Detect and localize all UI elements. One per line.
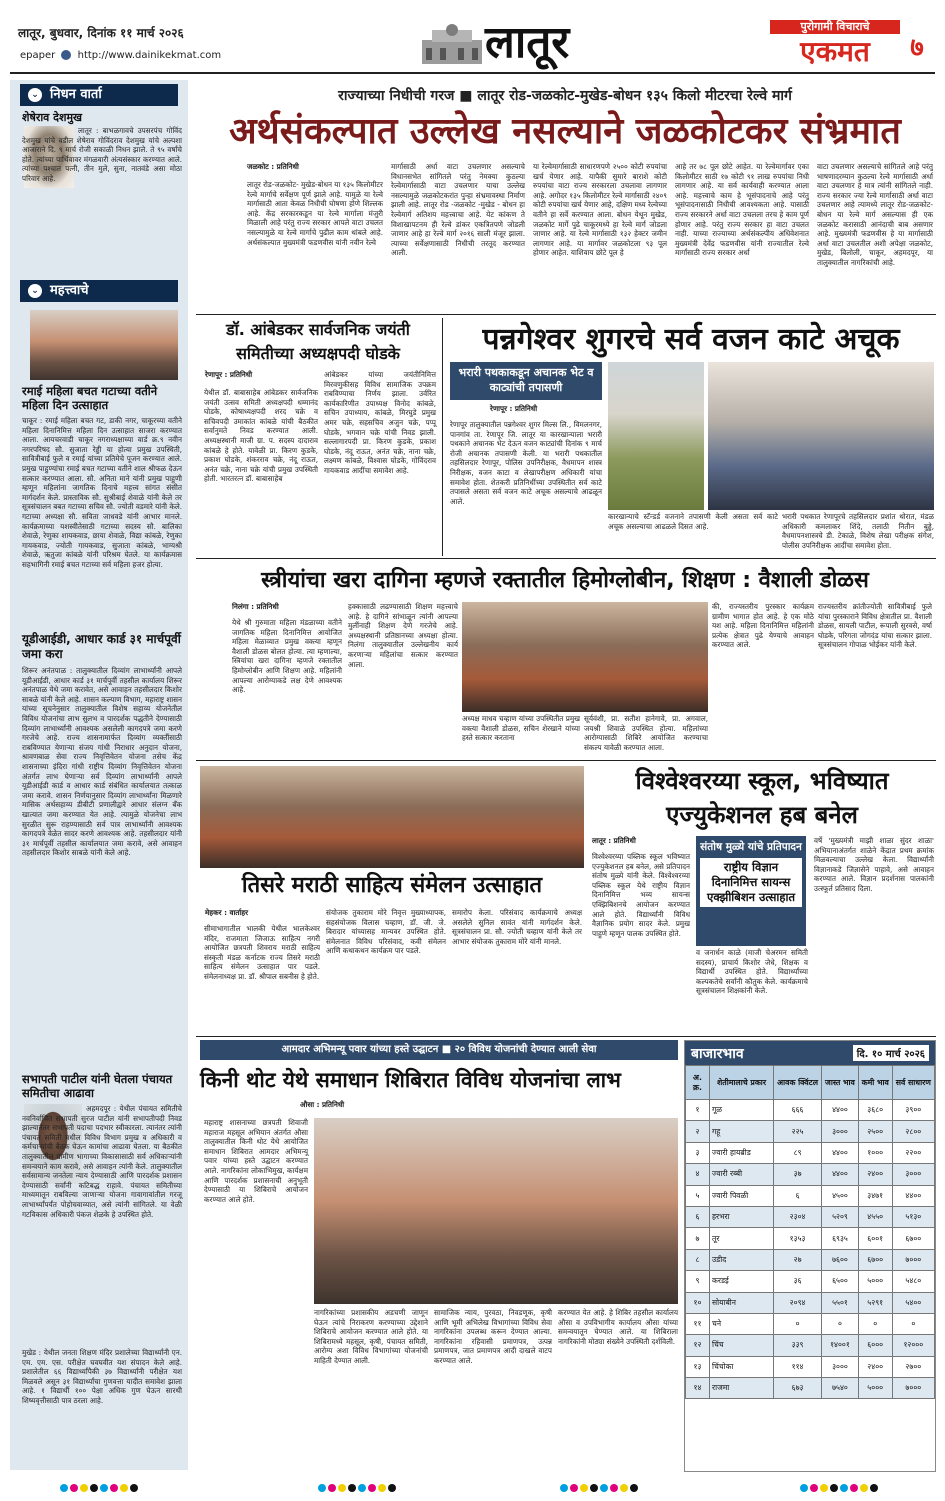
registration-dot [810, 1484, 818, 1492]
table-cell: चिंच [710, 1335, 774, 1356]
table-cell: ४ [686, 1164, 710, 1185]
table-cell: ६ [686, 1206, 710, 1227]
table-cell: ४४०० [892, 1185, 934, 1206]
vishweshwarayya-col1: विश्वेश्वरय्या पब्लिक स्कूल भविष्यात एज्युकेशनल हब बनेल, असे प्रतिपादन संतोष मुळ्ये यांनी केले. विश्वेश्वरय्या पब्लिक स्कूल येथे राष्ट्रीय विज्ञान दिनानिमित्त भव्य सायन्स एक्झिबिशनचे आयोजन करण्यात आले होते. विद्यार्थ्यांनी विविध वैज्ञानिक प्रयोग सादर केले. प्रमुख पाहुणे म्हणून पालक उपस्थित होते. [592, 852, 693, 938]
headline1-col1: लातूर रोड-जळकोट- मुखेड-बोधन या १३५ किलोमीटर रेल्वे मार्गाचे सर्वेक्षण पूर्ण झाले आहे. यामुळे या रेल्वे मार्गासाठी आता केवळ निधीची घोषणा होणे शिल्लक आहे. केंद्र सरकारकडून या रेल्वे मार्गाला मंजुरी मिळाली आहे परंतु राज्य सरकार आपले वाटा उचलत नसल्यामुळे या रेल्वे मार्गाचे पुढील काम थांबले आहे. अर्थसंकल्पात मुख्यमंत्री फडणवीस यांनी नवीन रेल्वे [247, 180, 386, 247]
table-cell: १४००१ [822, 1335, 859, 1356]
table-cell: ७००० [892, 1249, 934, 1270]
sugar-photo-1 [608, 362, 704, 510]
table-cell: ४४०० [822, 1100, 859, 1121]
table-cell: २४०० [858, 1356, 892, 1377]
table-cell: ६७०० [858, 1249, 892, 1270]
table-row [686, 1356, 935, 1377]
table-cell: १३ [686, 1356, 710, 1377]
table-row [686, 1271, 935, 1292]
table-cell: १००० [858, 1142, 892, 1163]
registration-dot [830, 1484, 838, 1492]
landmark-illustration-svg [418, 22, 486, 66]
table-cell: हरभरा [710, 1206, 774, 1227]
globe-icon [61, 50, 71, 60]
table-cell: ९ [686, 1271, 710, 1292]
table-cell: २२५ [774, 1121, 822, 1142]
print-registration-dots-right [560, 1484, 638, 1494]
table-cell: १३५३ [774, 1228, 822, 1249]
table-cell: ० [858, 1313, 892, 1334]
obituary-text: लातूर : बाभळगावचे उपसरपंच गोविंद देशमुख यांचे वडील शेषेराव गोविंदराव देशमुख यांचे अल्पशा आजाराने दि. ९ मार्च रोजी सकाळी निधन झाले. ते ९५ वर्षांचे होते. त्यांच्या पार्थिवावर मंगळवारी अंत्यसंस्कार करण्यात आले. त्यांच्या पश्चात पत्नी, तीन मुले, सुना, नातवंडे असा मोठा परिवार आहे. [22, 126, 185, 183]
table-cell: ३६८० [858, 1100, 892, 1121]
table-cell: १ [686, 1100, 710, 1121]
market-table-body [686, 1100, 935, 1399]
registration-dot [348, 1484, 356, 1492]
table-cell: ६७३ [774, 1378, 822, 1399]
table-header-cell: जास्त भाव [822, 1066, 859, 1100]
sugar-subbox-label: भरारी पथकाकडून अचानक भेट व काट्यांची तपासणी [458, 366, 594, 394]
table-cell: ६५०० [822, 1271, 859, 1292]
table-cell: ५ [686, 1185, 710, 1206]
table-row [686, 1313, 935, 1334]
registration-dot [388, 1484, 396, 1492]
table-cell: १४ [686, 1378, 710, 1399]
chevron-down-icon: ⌄ [28, 284, 42, 298]
hemoglobin-col5: राज्यस्तरीय क्रांतीज्योती सावित्रीबाई फुले यांचा पुरस्काराने विविध क्षेत्रातील प्रा. वैशाली डोळस, सायली पाटील, रूपाली सुरवसे, वर्षा घोडके, परिगता जोगदंड यांचा सत्कार झाला. सूत्रसंचालन गोपाळ भोईकर यांनी केले. [818, 602, 935, 650]
table-cell: ५४८० [892, 1271, 934, 1292]
registration-dot [870, 1484, 878, 1492]
table-row [686, 1185, 935, 1206]
table-row [686, 1378, 935, 1399]
registration-dot [318, 1484, 326, 1492]
registration-dot [800, 1484, 808, 1492]
hemoglobin-caption: अध्यक्ष माधव चव्हाण यांच्या उपस्थितीत प्रमुख वक्त्या वैशाली डोळस, सचिन शेरखाने यांच्या हस्ते सत्कार करताना [462, 714, 583, 743]
headline1-title: अर्थसंकल्पात उल्लेख नसल्याने जळकोटकर संभ्रमात [229, 111, 901, 152]
registration-dot [560, 1484, 568, 1492]
brand-tagline: पुरोगामी विचाराचे [770, 20, 900, 34]
hemoglobin-col3: सूर्यवंशी, प्रा. सतीश हानेगावे, प्रा. अगवाल, जयश्री शिवाळे उपस्थित होत्या. महिलांच्या आरोग्यासाठी शिबिरे आयोजित करण्याचा संकल्प यावेळी करण्यात आला. [584, 714, 711, 752]
vishweshwarayya-col2: व जनार्धन काळे (माजी चेअरमन समिती सदस्य), प्राचार्य किशोर जेधे, शिक्षक व विद्यार्थी उपस्थित होते. विद्यार्थ्यांच्या कल्पकतेचे सर्वांनी कौतुक केले. कार्यक्रमाचे सूत्रसंचालन शिक्षकांनी केले. [696, 948, 811, 996]
table-cell: ० [892, 1313, 934, 1334]
table-cell: ८९ [774, 1142, 822, 1163]
obituary-header [20, 84, 178, 106]
table-cell: २५०० [858, 1121, 892, 1142]
market-table-header-row [686, 1066, 935, 1100]
table-cell: ३७ [774, 1164, 822, 1185]
sugar-dateline: रेणापूर : प्रतिनिधी [490, 404, 538, 413]
table-cell: ३००० [892, 1164, 934, 1185]
table-row [686, 1206, 935, 1227]
table-cell: ५५०१ [822, 1292, 859, 1313]
registration-dot [570, 1484, 578, 1492]
story2-text: शिरूर अनंतपाळ : तालुक्यातील दिव्यांग लाभार्थ्यांनी आपले यूडीआईडी, आधार कार्ड ३१ मार्चपूर्वी तहसील कार्यालय शिरूर अनंतपाळ येथे जमा करावेत, असे आवाहन तहसीलदार किशोर साबळे यांनी केले आहे. शासन कल्याण विभाग, महाराष्ट्र शासन यांच्या सूचनेनुसार तालुक्यातील विशेष सहाय्य योजनेतील विविध योजनांचा लाभ सुलभ व पारदर्शक पद्धतीने देण्यासाठी दिव्यांग लाभार्थ्यांनी आवश्यक असलेली कागदपत्रे जमा करणे गरजेचे आहे. राज्य शासनामार्फत दिव्यांग व्यक्तींसाठी राबविण्यात येणाऱ्या संजय गांधी निराधार अनुदान योजना, श्रावणबाळ सेवा राज्य निवृत्तिवेतन योजना तसेच केंद्र शासनाच्या इंदिरा गांधी राष्ट्रीय दिव्यांग निवृत्तिवेतन योजना अंतर्गत लाभ घेणाऱ्या सर्व दिव्यांग लाभार्थ्यांनी आपले यूडीआईडी कार्ड व आधार कार्ड संबंधित कार्यालयात तत्काळ जमा करावे. शासन निर्णयानुसार दिव्यांग लाभार्थ्यांना मिळणारे मासिक अर्थसहाय्य डीबीटी प्रणालीद्वारे आधार संलग्न बँक खात्यात जमा करण्यात येत आहे. त्यामुळे योजनेचा लाभ सुरळीत सुरू राहण्यासाठी सर्व पात्र लाभार्थ्यांनी आवश्यक कागदपत्रे वेळेत सादर करणे आवश्यक आहे. तहसीलदार यांनी ३१ मार्चपूर्वी तहसील कार्यालयात जमा करावे, असे आवाहन तहसीलदार किशोर साबळे यांनी केले आहे. [22, 666, 185, 858]
kini-dateline: औसा : प्रतिनिधी [300, 1100, 345, 1109]
table-cell: ३ [686, 1142, 710, 1163]
divider [196, 558, 936, 559]
divider [442, 318, 443, 556]
table-row [686, 1164, 935, 1185]
page-number: ७ [910, 33, 924, 63]
table-cell: ५००० [858, 1271, 892, 1292]
vishweshwarayya-dateline: लातूर : प्रतिनिधी [592, 836, 636, 845]
brand-block [770, 20, 900, 72]
table-cell: ७००० [892, 1378, 934, 1399]
sahitya-title: तिसरे मराठी साहित्य संमेलन उत्साहात [241, 873, 543, 898]
table-cell: १० [686, 1292, 710, 1313]
sahitya-dateline: मेहकर : वार्ताहर [205, 908, 249, 917]
headline1-col4: आहे तर ७८ पूल छोटे आहेत. या रेल्वेमार्गावर एका किलोमीटर साठी १७ कोटी ९१ लाख रुपयांचा निधी लागणार आहे. या सर्व कार्यवाही करण्यात आला आहे. महत्त्वाचे काम हे भूसंपादनाचे आहे परंतु भूसंपादनासाठी निधीची आवश्यकता आहे. यासाठी राज्य सरकारने अर्धा वाटा उचलला तरच हे काम पूर्ण होणार आहे. परंतु राज्य सरकार हा वाटा उचलत नाही. याच्या राज्याच्या अर्थसंकल्पीय अधिवेशनात मुख्यमंत्री देवेंद्र फडणवीस यांनी राज्यातील रेल्वे मार्गांसाठी राज्य सरकार अर्धा [675, 162, 812, 258]
registration-dot [80, 1484, 88, 1492]
table-cell: २७ [774, 1249, 822, 1270]
story2-title: यूडीआईडी, आधार कार्ड ३१ मार्चपूर्वी जमा करा [22, 632, 181, 661]
divider [196, 760, 936, 761]
registration-dot [358, 1484, 366, 1492]
table-cell: ३३९ [774, 1335, 822, 1356]
registration-dot [860, 1484, 868, 1492]
vishweshwarayya-title-2: एज्युकेशनल हब बनेल [666, 801, 858, 829]
sugar-body: रेणापूर तालुक्यातील पन्नगेश्वर शुगर मिल्स लि., विमलनगर, पानगांव ता. रेणापूर जि. लातूर या कारखान्याला भरारी पथकाने अचानक भेट देऊन वजन काट्यांची दिनांक ९ मार्च रोजी अचानक तपासणी केली. या भरारी पथकातील तहसिलदार रेणापूर, पोलिस उपनिरीक्षक, वैधमापन शास्त्र निरीक्षक, वजन काटा व लेखापरीक्षण अधिकारी यांचा समावेश होता. शेतकरी प्रतिनिधींच्या उपस्थितीत सर्व काटे तपासले असता सर्व वजन काटे अचूक असल्याचे आढळून आले. [450, 420, 605, 506]
table-cell: ५००० [858, 1378, 892, 1399]
table-cell: चिंचोका [710, 1356, 774, 1377]
vishweshwarayya-box-line1: संतोष मुळ्ये यांचे प्रतिपादन [700, 841, 802, 853]
ambedkar-dateline: रेणापूर : प्रतिनिधी [205, 370, 253, 379]
registration-dot [328, 1484, 336, 1492]
table-cell: ३४७१ [858, 1185, 892, 1206]
registration-dot [90, 1484, 98, 1492]
registration-dot [600, 1484, 608, 1492]
table-cell: ७ [686, 1228, 710, 1249]
table-cell: ३००० [822, 1121, 859, 1142]
table-cell: ८ [686, 1249, 710, 1270]
sidebar [10, 80, 188, 1470]
registration-dot [338, 1484, 346, 1492]
table-cell: राजमा [710, 1378, 774, 1399]
registration-dot [820, 1484, 828, 1492]
market-date: दि. १० मार्च २०२६ [853, 1045, 929, 1061]
table-cell: १२००० [892, 1335, 934, 1356]
vishweshwarayya-box [696, 836, 806, 946]
table-cell: ७५४० [822, 1378, 859, 1399]
ambedkar-col2: आंबेडकर यांच्या जयंतीनिमित्त मिरवणुकीसह विविध सामाजिक उपक्रम राबविण्याचा निर्णय झाला. उर्वरित कार्यकारिणीत उपाध्यक्ष विनोद कांबळे, सचिन उपाध्याय, कांबळे, मिरघुडे प्रमुख अमर चक्रे, सहसचिव अजुन चक्रे, पप्पू घोडके, भगवान चक्रे यांची निवड झाली. सल्लागारपदी प्रा. किरण कुडके, प्रकाश घोडके, नंदू राऊत, अनंत चक्रे, नाना चक्रे, लक्ष्मण कांबळे, विश्वास घोडके, गोविंदराव गायकवाड आदींचा समावेश आहे. [324, 370, 439, 475]
sugar-caption-1: कारखान्याचे स्टॅन्डर्ड वजनाने तपासणी केली असता सर्व काटे अचूक असल्याचा आढळले दिसत आहे. [608, 512, 781, 531]
table-cell: ४४०० [822, 1142, 859, 1163]
table-cell: चने [710, 1313, 774, 1334]
table-cell: २२०० [892, 1142, 934, 1163]
sahitya-photo [200, 766, 584, 868]
table-cell: ६७०० [892, 1228, 934, 1249]
epaper-link[interactable]: http://www.dainikekmat.com [77, 50, 222, 61]
table-cell: ४५०० [822, 1185, 859, 1206]
divider [196, 1036, 936, 1037]
section-title: लातूर [485, 17, 570, 68]
sahitya-col1: सीमाभागातील भालकी येथील भालकेश्वर मंदिर, राजमाता जिजाऊ साहित्य नगरी आयोजित छत्रपती शिवराय मराठी साहित्य संस्कृती मंडळ कर्नाटक राज्य तिसरे मराठी साहित्य संमेलन उत्साहात पार पडले. संमेलनाध्यक्ष प्रा. डॉ. श्रीपाल सबनीस हे होते. [204, 924, 323, 981]
registration-dot [368, 1484, 376, 1492]
table-header-cell: कमी भाव [858, 1066, 892, 1100]
table-header-cell: शेतीमालाचे प्रकार [710, 1066, 774, 1100]
table-cell: गहू [710, 1121, 774, 1142]
story1-text: चाकूर : रमाई महिला बचत गट, डाकी नगर, चाकूरच्या वतीने महिला दिनानिमित्त महिला दिन उत्साहात साजरा करण्यात आला. आयचरवाडी चाकूर नगराध्यक्षाच्या वार्ड क्र.९ नवीन नगरपरिषद सौ. सुजाता रेड्डी या होत्या प्रमुख उपस्थिती, सावित्रीबाई फुले व रमाई यांच्या प्रतिमेचे पूजन करण्यात आले. प्रमुख पाहुण्यांचा रमाई बचत गटाच्या वतीने शाल श्रीफळ देऊन सत्कार करण्यात आला. सौ. अनिता माने यांनी प्रमुख पाहुणी म्हणून महिलांना जागतिक दिनाचे महत्त्व सांगत संसीत मार्गदर्शन केले. प्रास्ताविक सौ. सुश्रीबाई शेवाळे यांनी केले तर सूत्रसंचालन बबत गटाच्या सचिव सौ. ज्योती वडमारे यांनी केले. गटाच्या अध्यक्षा सौ. सविता जाधवडे यांनी आभार मानले. कार्यक्रमाच्या यशस्वीतेसाठी गटाच्या सदस्य सौ. बालिका शेवाळे, रेणुका शायकवाड, छाया शेवाळे, विद्या कांबळे, रेणुका गायकवाड, ज्योती गायकवाड, सुजाता कांबळे, भाग्यश्री शेवाळे, ऋतुजा कांबळे यांनी परिश्रम घेतले. या कार्यक्रमास सहभागिनी रमाई बचत गटाच्या सर्व महिला हजर होत्या. [22, 416, 185, 569]
hemoglobin-col1: येथे श्री गुरुमाता महिला मंडळाच्या वतीने जागतिक महिला दिनानिमित्त आयोजित महिला मेळाव्यात प्रमुख वक्त्या म्हणून वैशाली डोळस बोलत होत्या. त्या म्हणाल्या, स्त्रियांचा खरा दागिना म्हणजे रक्तातील हिमोग्लोबीन आणि शिक्षण आहे. महिलांनी आपल्या आरोग्याकडे लक्ष देणे आवश्यक आहे. [232, 618, 345, 695]
kini-col3: सामाजिक न्याय, पुरवठा, निवडणूक, कृषी आणि भूमी अभिलेख विभागांच्या विविध सेवा नागरिकांना उपलब्ध करून देण्यात आल्या. नागरिकांना रहिवासी प्रमाणपत्र, उत्पन्न प्रमाणपत्र, जात प्रमाणपत्र आदी दाखले वाटप करण्यात आले. [434, 1308, 555, 1365]
table-cell: उडीद [710, 1249, 774, 1270]
brand-name: एकमत [800, 35, 870, 68]
hemoglobin-title: स्त्रीयांचा खरा दागिना म्हणजे रक्तातील हिमोग्लोबीन, शिक्षण : वैशाली डोळस [261, 568, 869, 593]
table-header-cell: सर्व साधारण [892, 1066, 934, 1100]
table-cell: ३९०० [892, 1100, 934, 1121]
market-title: बाजारभाव [691, 1045, 744, 1062]
table-cell: तूर [710, 1228, 774, 1249]
market-table [685, 1065, 935, 1399]
table-cell: ५२९१ [858, 1292, 892, 1313]
table-cell: २८०० [892, 1121, 934, 1142]
registration-dot [70, 1484, 78, 1492]
story3-text: अहमदपूर : येथील पंचायत समितीचे नवनिर्वाचित सभापती सुरज पाटील यांनी सभापतीपदी निवड झाल्यानंतर सभापती पदाचा पदभार स्वीकारला. त्यानंतर त्यांनी पंचायत समिती मधील विविध विभाग प्रमुख व अधिकारी व कर्मचाऱ्यांची बैठक घेऊन कामांचा आढावा घेतला. या बैठकीत तालुक्यातील ग्रामीण भागाच्या विकासासाठी सर्व अधिकाऱ्यांनी समन्वयाने काम करावे, असे आवाहन त्यांनी केले. तालुक्यातील सर्वसामान्य जनतेला न्याय देण्यासाठी आणि पारदर्शक प्रशासन देण्यासाठी सर्वांनी कटिबद्ध राहावे. पंचायत समितीच्या माध्यमातून राबविल्या जाणाऱ्या योजना गावागावांतील गरजू लाभार्थ्यांपर्यंत पोहोचवाव्यात, असे त्यांनी सांगितले. या वेळी गटविकास अधिकारी पंकज शेळके हे उपस्थित होते. [22, 1104, 185, 1219]
table-cell: ६९३५ [822, 1228, 859, 1249]
market-header [685, 1041, 935, 1065]
table-cell: करडई [710, 1271, 774, 1292]
headline1-dateline: जळकोट : प्रतिनिधी [247, 162, 299, 171]
table-cell: ० [774, 1313, 822, 1334]
table-cell: ज्वारी हायब्रीड [710, 1142, 774, 1163]
table-cell: ११४ [774, 1356, 822, 1377]
table-cell: १२ [686, 1335, 710, 1356]
mukhed-text: मुखेड : येथील जनता शिक्षण मंदिर प्रशालेच्या विद्यार्थ्यांनी एन. एम. एम. एस. परीक्षेत घवघवीत यश संपादन केले आहे. प्रशालेतील ६६ विद्यार्थ्यांपैकी ३७ विद्यार्थ्यांनी परीक्षेत यश मिळवले असून ३१ विद्यार्थ्यांचा गुणवत्ता यादीत समावेश झाला आहे. १ विद्यार्थी १०० पेक्षा अधिक गुण घेऊन सारथी शिष्यवृत्तीसाठी पात्र ठरला आहे. [22, 1348, 185, 1405]
registration-dot [120, 1484, 128, 1492]
table-row [686, 1100, 935, 1121]
vishweshwarayya-col3: वर्षे 'मुख्यमंत्री माझी शाळा सुंदर शाळा' अभियानाअंतर्गत शाळेने केंद्रात प्रथम क्रमांक मिळवल्याचा उल्लेख केला. विद्यार्थ्यांनी विज्ञानाकडे जिज्ञासेने पाहावे, असे आवाहन करण्यात आले. विज्ञान प्रदर्शनास पालकांनी उत्स्फूर्त प्रतिसाद दिला. [814, 836, 937, 893]
table-cell: २०९४ [774, 1292, 822, 1313]
registration-dot [60, 1484, 68, 1492]
table-cell: ज्वारी पिवळी [710, 1185, 774, 1206]
table-cell: ११ [686, 1313, 710, 1334]
registration-dot [630, 1484, 638, 1492]
headline1-col3: या रेल्वेमार्गासाठी साधारणपणे २५०० कोटी रुपयांचा खर्च येणार आहे. यापैकी सुमारे बाराशे कोटी रुपयांचा वाटा राज्य सरकारला उचलावा लागणार आहे. अगोदर १३५ किलोमीटर रेल्वे मार्गासाठी २४०९ कोटी रुपयांचा खर्च येणार आहे, दक्षिण मध्य रेल्वेच्या वतीने हा सर्वे करण्यात आला. बोधन येथून मुखेड, जळकोट मार्गे पुढे चाकूरमध्ये हा रेल्वे मार्ग जोडला जाणार आहे. या रेल्वे मार्गासाठी १३२ हेक्टर जमीन लागणार आहे. या मार्गावर जळकोटला ९३ पूल होणार आहेत. याशिवाय छोटे पूल हे [533, 162, 670, 258]
epaper-label: epaper [20, 50, 56, 61]
vishweshwarayya-box-line2: राष्ट्रीय विज्ञान दिनानिमित्त सायन्स एक्झीबिशन उत्साहात [700, 858, 802, 907]
registration-dot [110, 1484, 118, 1492]
hemoglobin-photo [462, 602, 708, 712]
table-cell: ४५५० [858, 1206, 892, 1227]
epaper-line [20, 50, 300, 61]
registration-dot [580, 1484, 588, 1492]
table-cell: ६००१ [858, 1228, 892, 1249]
table-cell: ७६०० [822, 1249, 859, 1270]
dateline: लातूर, बुधवार, दिनांक ११ मार्च २०२६ [18, 26, 184, 40]
table-row [686, 1121, 935, 1142]
table-row [686, 1142, 935, 1163]
registration-dot [840, 1484, 848, 1492]
headline1-col2: मार्गासाठी अर्धा वाटा उचलणार असल्याचे विधानसभेत सांगितले परंतु नेमक्या कुठल्या रेल्वेमार्गासाठी वाटा उचलणार याचा उल्लेख नसल्यामुळे जळकोटकरांत पुन्हा संभ्रमावस्था निर्माण झाली आहे. लातूर रोड -जळकोट -मुखेड - बोधन हा रेल्वेमार्ग अतिशय महत्त्वाचा आहे. येट कांकण ते विशाखापटनम ही रेल्वे डांकर एकत्रितपणे जोडली जाणार आहे हा रेल्वे मार्ग २०१६ साली मंजूर झाला. त्याच्या सर्वेक्षणासाठी निधीची तरतूद करण्यात आली. [391, 162, 528, 258]
table-row [686, 1335, 935, 1356]
table-header-cell: अ. क्र. [686, 1066, 710, 1100]
hemoglobin-col2: हक्कासाठी लढण्यासाठी शिक्षण महत्त्वाचे आहे. हे दागिने सांभाळून त्यांनी आपल्या मुलींनाही शिक्षण देणे गरजेचे आहे. अध्यक्षस्थानी प्रतिष्ठानच्या अध्यक्षा होत्या. निलंगा तालुक्यातील उल्लेखनीय कार्य करणाऱ्या महिलांचा सत्कार करण्यात आला. [348, 602, 461, 669]
obituary-header-label: निधन वार्ता [50, 87, 102, 102]
kini-kicker [200, 1040, 678, 1060]
registration-dot [100, 1484, 108, 1492]
table-cell: ६ [774, 1185, 822, 1206]
registration-dot [610, 1484, 618, 1492]
market-box [684, 1040, 936, 1472]
registration-dot [130, 1484, 138, 1492]
registration-dot [850, 1484, 858, 1492]
table-cell: २ [686, 1121, 710, 1142]
sahitya-col3: समारोप केला. परिसंवाद कार्यक्रमाचे अध्यक्ष असलेले सुनिल सावंत यांनी मार्गदर्शन केले. सूत्रसंचालन प्रा. सौ. ज्योती चव्हाण यांनी केले तर आभार संयोजक तुकाराम मोरे यांनी मानले. [452, 908, 585, 946]
vishweshwarayya-title-1: विश्वेश्वरय्या स्कूल, भविष्यात [635, 767, 889, 795]
table-header-cell: आवक क्विंटल [774, 1066, 822, 1100]
important-header-label: महत्त्वाचे [50, 283, 89, 298]
table-cell: गूळ [710, 1100, 774, 1121]
important-header [20, 280, 178, 302]
table-cell: सोयाबीन [710, 1292, 774, 1313]
landmark-illustration [418, 22, 486, 66]
table-row [686, 1292, 935, 1313]
table-cell: ० [822, 1313, 859, 1334]
chevron-down-icon: ⌄ [28, 88, 42, 102]
sugar-title: पन्नगेश्वर शुगरचे सर्व वजन काटे अचूक [482, 322, 900, 357]
story3-title: सभापती पाटील यांनी घेतला पंचायत समितीचा आढावा [22, 1072, 173, 1100]
table-cell: ३६ [774, 1271, 822, 1292]
print-registration-dots-center [318, 1484, 396, 1494]
kini-title: किनी थोट येथे समाधान शिबिरात विविध योजनांचा लाभ [200, 1068, 621, 1092]
headline1-col5: वाटा उचलणार असल्याचे सांगितले आहे परंतु भाषणादरम्यान कुठल्या रेल्वे मार्गासाठी अर्धा वाटा उचलणार हे मात्र त्यांनी सांगितले नाही. राज्य सरकार ज्या रेल्वे मार्गासाठी अर्धा वाटा उचलणार आहे त्यामध्ये लातूर रोड-जळकोट-बोधन या रेल्वे मार्ग असल्यास ही एक जळकोट करासाठी आनंदाची बाब असणार आहे. मुख्यमंत्री फडणवीस हे या मार्गासाठी अर्धा वाटा उचलतील अशी अपेक्षा जळकोट, मुखेड, बिलोली, चाकूर, अहमदपूर, या तालुक्यातील नागरिकांची आहे. [817, 162, 936, 267]
obituary-name: शेषेराव देशमुख [22, 111, 83, 124]
table-row [686, 1228, 935, 1249]
registration-dot [620, 1484, 628, 1492]
registration-dot [378, 1484, 386, 1492]
hemoglobin-dateline: निलंगा : प्रतिनिधी [232, 602, 279, 611]
kini-col1: महाराष्ट्र शासनाच्या छत्रपती शिवाजी महाराज महसूल अभियान अंतर्गत औसा तालुक्यातील किनी थोट येथे आयोजित समाधान शिबिरात आमदार अभिमन्यू पवार यांच्या हस्ते उद्घाटन करण्यात आले. नागरिकांना लोकाभिमुख, कार्यक्षम आणि पारदर्शक प्रशासनाची अनुभूती देण्यासाठी या शिबिराचे आयोजन करण्यात आले होते. [204, 1118, 311, 1204]
divider [196, 314, 936, 315]
sugar-subbox [450, 362, 602, 400]
print-registration-dots-far-right [800, 1484, 878, 1494]
table-cell: ५४०० [892, 1292, 934, 1313]
kini-photo [314, 1118, 678, 1304]
table-cell: ३००० [822, 1356, 859, 1377]
ambedkar-title: डॉ. आंबेडकर सार्वजनिक जयंती समितीच्या अध्यक्षपदी घोडके [226, 320, 410, 363]
table-cell: ५२०९ [822, 1206, 859, 1227]
table-row [686, 1249, 935, 1270]
ambedkar-col1: येथील डॉ. बाबासाहेब आंबेडकर सार्वजनिक जयंती उत्सव समिती अध्यक्षपदी धम्मानंद घोडके, कोषाध्यक्षपदी शरद चक्रे व सचिवपदी उमाकांत कांबळे यांची बैठकीत सर्वानुमते निवड करण्यात आली. अध्यक्षस्थानी माजी ग्रा. प. सदस्य दादाराव कांबळे हे होते. यावेळी प्रा. किरण कुडके, प्रकाश घोडके, शंकरराव चक्रे, नंदू राऊत, अनंत चक्रे, नाना चक्रे यांची प्रमुख उपस्थिती होती. भारतरत्न डॉ. बाबासाहेब [204, 388, 321, 484]
kini-col2: नागरिकांच्या प्रशासकीय अडचणी जाणून घेऊन त्यांचे निराकरण करण्याच्या उद्देशाने शिबिराचे आयोजन करण्यात आले होते. या शिबिरामध्ये महसूल, कृषी, पंचायत समिती, आरोग्य अशा विविध विभागांच्या योजनांची माहिती देण्यात आली. [314, 1308, 431, 1365]
table-cell: २३०४ [774, 1206, 822, 1227]
sahitya-col2: संयोजक तुकाराम मोरे निवृत्त मुख्याध्यापक, सहसंयोजक विलास चव्हाण, डॉ. जी. जे. बिरादार यांच्यासह मान्यवर उपस्थित होते. संमेलनात विविध परिसंवाद, कवी संमेलन आणि कथाकथन कार्यक्रम पार पडले. [326, 908, 449, 956]
sugar-photo-2 [708, 362, 934, 510]
table-cell: ६६६ [774, 1100, 822, 1121]
print-registration-dots-left [60, 1484, 138, 1494]
table-cell: ६००० [858, 1335, 892, 1356]
table-cell: ५१३० [892, 1206, 934, 1227]
table-cell: २४०० [858, 1164, 892, 1185]
kini-col4: करण्यात येत आहे. हे शिबिर तहसील कार्यालय औसा व उपविभागीय कार्यालय औसा यांच्या समन्वयातून घेण्यात आले. या शिबिराला नागरिकांनी मोठ्या संख्येने उपस्थिती दर्शविली. [558, 1308, 681, 1346]
kini-kicker-label: आमदार अभिमन्यू पवार यांच्या हस्ते उद्घाटन ■ २० विविध योजनांची देण्यात आली सेवा [281, 1044, 597, 1055]
women-group-photo [30, 310, 178, 380]
headline1-kicker: राज्याच्या निधीची गरज ■ लातूर रोड-जळकोट-मुखेड-बोधन १३५ किलो मीटरचा रेल्वे मार्ग [338, 88, 792, 104]
table-cell: ४४०० [822, 1164, 859, 1185]
hemoglobin-col4: की, राज्यस्तरीय पुरस्कार कार्यक्रम ग्रामीण भागात होत आहे. हे एक मोठे यश आहे. महिला दिनानिमित्त महिलांनी प्रत्येक क्षेत्रात पुढे येण्याचे आवाहन करण्यात आले. [712, 602, 817, 650]
registration-dot [590, 1484, 598, 1492]
table-cell: २७०० [892, 1356, 934, 1377]
story1-title: रमाई महिला बचत गटाच्या वतीने महिला दिन उत्साहात [22, 384, 158, 412]
masthead-rule [10, 72, 935, 74]
sugar-caption-2: भरारी पथकात रेणापूरचे तहसिलदार प्रशांत थोरात, मंडळ अधिकारी कमलाकर शिंदे, तलाठी नितीन बुड्डे, वैधमापनशास्त्रचे डी. टेकाळे, विशेष लेखा परीक्षक संगेश, पोलीस उपनिरीक्षक आदींचा समावेश होता. [782, 512, 937, 550]
table-cell: ज्वारी रब्बी [710, 1164, 774, 1185]
